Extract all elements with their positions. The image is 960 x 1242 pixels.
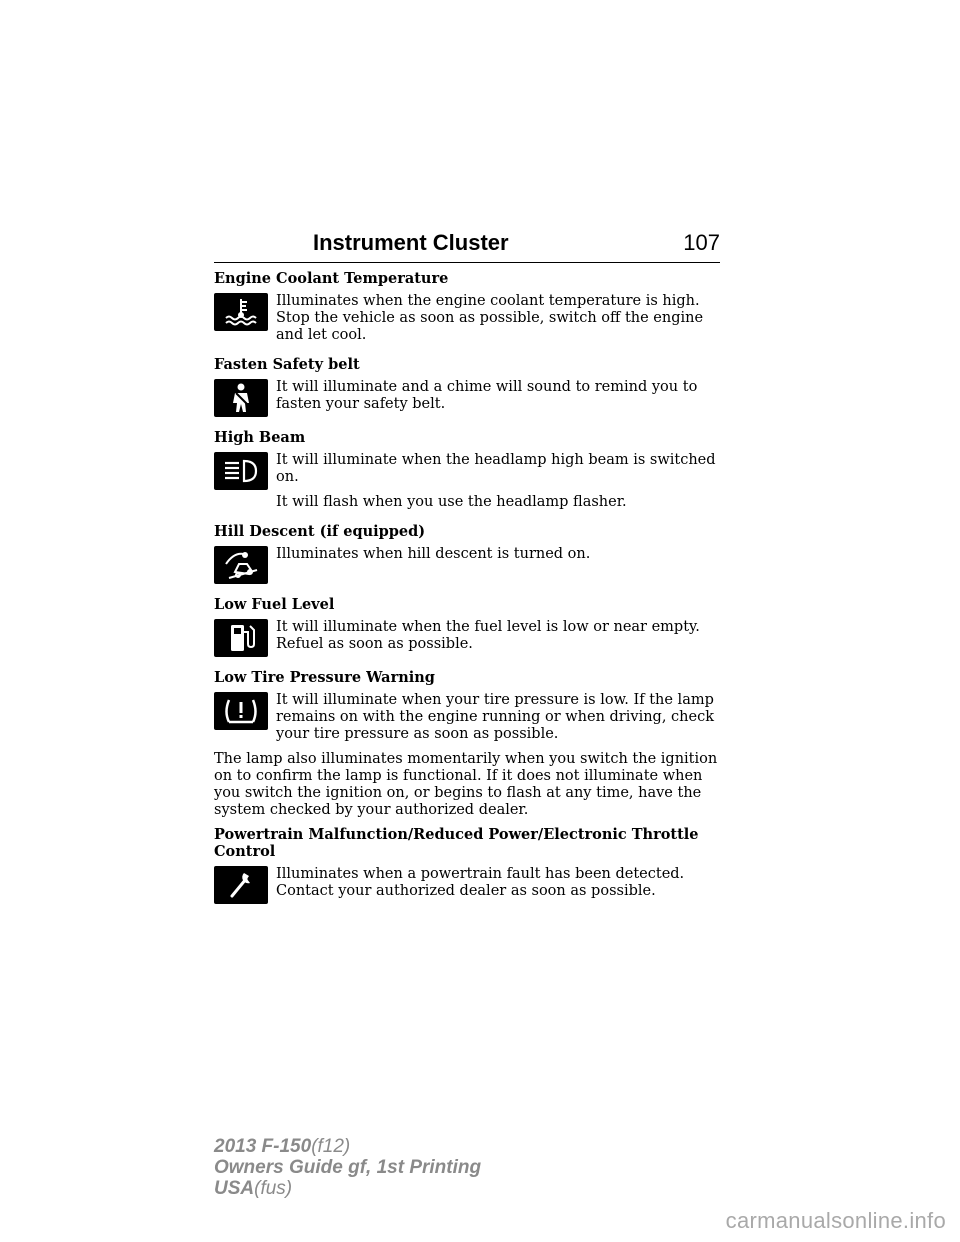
section-coolant	[214, 270, 724, 344]
chapter-title: Instrument Cluster	[313, 230, 509, 255]
hill-descent-icon	[214, 546, 268, 584]
page-content	[214, 270, 724, 916]
section-desc: It will flash when you use the headlamp flasher.	[276, 494, 627, 510]
print-footer	[214, 1136, 481, 1199]
section-desc: It will illuminate and a chime will sound to remind you to fasten your safety belt.	[276, 379, 698, 412]
section-seatbelt	[214, 356, 724, 417]
section-powertrain	[214, 826, 724, 904]
section-title: Hill Descent (if equipped)	[214, 523, 426, 540]
tire-pressure-icon	[214, 692, 268, 730]
footer-market: USA	[214, 1178, 255, 1199]
footer-guide: Owners Guide gf, 1st Printing	[214, 1157, 482, 1178]
fuel-pump-icon	[214, 619, 268, 657]
seatbelt-icon	[214, 379, 268, 417]
section-title: Engine Coolant Temperature	[214, 270, 449, 287]
section-desc: Illuminates when hill descent is turned on.	[276, 546, 591, 562]
wrench-icon	[214, 866, 268, 904]
section-desc: It will illuminate when the fuel level is low or near empty. Refuel as soon as possible.	[276, 619, 700, 652]
tire-paragraph: The lamp also illuminates momentarily when you switch the ignition on to confirm the lamp is functional. If it does not illuminate when you switch the ignition on, or begins to flash at any time, have the system checked by your authorized dealer.	[214, 751, 718, 818]
section-desc: It will illuminate when your tire pressure is low. If the lamp remains on with the engine running or when driving, check your tire pressure as soon as possible.	[276, 692, 714, 742]
section-title: Low Fuel Level	[214, 596, 335, 613]
section-desc: Illuminates when the engine coolant temperature is high. Stop the vehicle as soon as possible, switch off the engine and let cool.	[276, 293, 704, 343]
section-high-beam	[214, 429, 724, 511]
coolant-temperature-icon	[214, 293, 268, 331]
section-title: Powertrain Malfunction/Reduced Power/Electronic Throttle Control	[214, 826, 699, 860]
high-beam-icon	[214, 452, 268, 490]
section-hill-descent	[214, 523, 724, 584]
section-low-fuel	[214, 596, 724, 657]
section-title: Fasten Safety belt	[214, 356, 360, 373]
section-tire-pressure	[214, 669, 724, 743]
section-desc: Illuminates when a powertrain fault has been detected. Contact your authorized dealer as soon as possible.	[276, 866, 685, 899]
page-number: 107	[683, 230, 720, 255]
section-title: Low Tire Pressure Warning	[214, 669, 435, 686]
watermark: carmanualsonline.info	[725, 1208, 946, 1233]
section-desc: It will illuminate when the headlamp high beam is switched on.	[276, 452, 716, 485]
footer-market-code: (fus)	[254, 1178, 293, 1199]
page-header	[214, 228, 720, 263]
footer-model-code: (f12)	[311, 1136, 351, 1157]
section-title: High Beam	[214, 429, 306, 446]
footer-model: 2013 F-150	[214, 1136, 312, 1157]
